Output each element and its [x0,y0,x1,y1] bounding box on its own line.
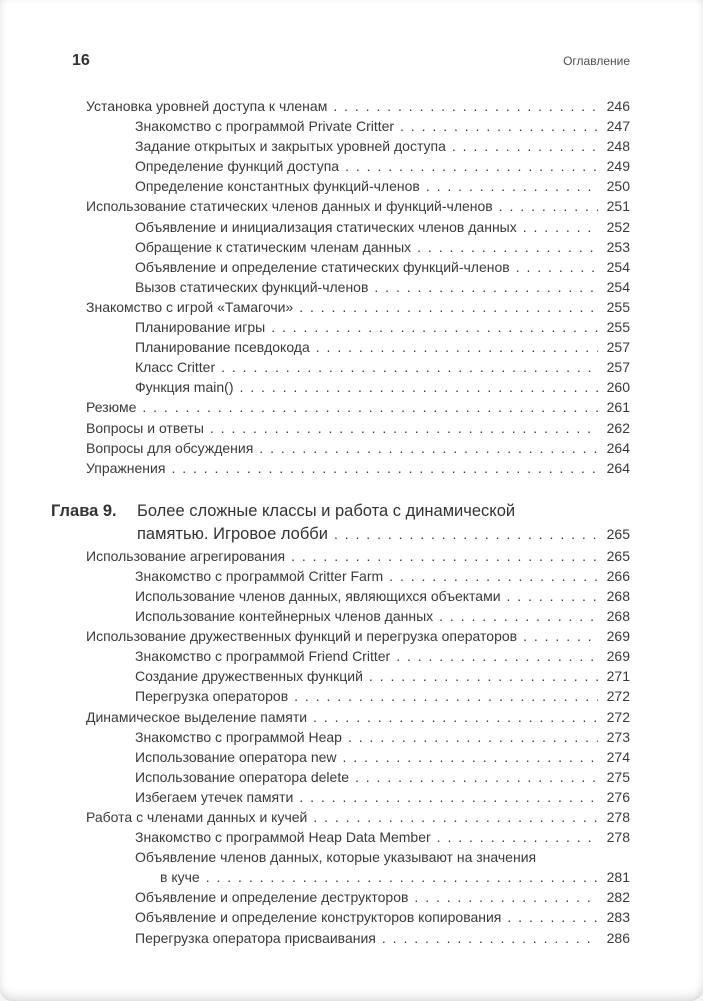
toc-entry-page: 252 [606,218,630,235]
toc-entry [51,887,630,907]
toc-entry-label: Упражнения [86,459,166,476]
toc-entry-page: 272 [606,708,630,725]
toc-dot-leader [313,707,598,727]
toc-entry-label: Установка уровней доступа к членам [86,98,328,114]
toc-entry-label: Объявление и инициализация статических членов данных [135,218,517,235]
toc-entry-page: 283 [606,909,630,926]
toc-entry-label: Определение функций доступа [135,158,340,175]
page-header [51,52,630,70]
toc-entry-label: Объявление и определение статических функций-членов [135,258,510,275]
toc-entry [51,707,630,727]
toc-entry [51,377,630,397]
toc-entry-label: Перегрузка операторов [135,688,289,705]
toc-entry [51,546,630,566]
toc-entry [51,646,630,666]
toc-entry-page: 248 [606,138,630,155]
toc-entry-page: 255 [606,319,630,336]
toc-entry-page: 276 [606,788,630,805]
toc-entry-page: 255 [606,298,630,315]
toc-entry [51,156,630,176]
toc-entry [51,566,630,586]
chapter-title-line2: памятью. Игровое лобби [137,524,328,543]
toc-dot-leader [221,357,598,377]
toc-dot-leader [369,666,598,686]
toc-entry-page: 249 [606,158,630,175]
toc-entry-page: 253 [606,238,630,255]
toc-entry [51,397,630,417]
toc-dot-leader [507,586,598,606]
running-head-title: Оглавление [563,54,630,68]
toc-entry-page: 274 [606,748,630,765]
toc-dot-leader [343,747,598,767]
toc-dot-leader [142,397,598,417]
toc-entry-label: Объявление и определение деструкторов [135,889,409,906]
toc-dot-leader [523,217,598,237]
toc-entry-page: 278 [606,829,630,846]
toc-dot-leader [171,458,598,478]
toc-dot-leader [437,827,598,847]
toc-dot-leader [414,887,598,907]
toc-entry-page: 281 [606,869,630,886]
toc-entry [51,176,630,196]
toc-entry [51,136,630,156]
toc-entry-label: Знакомство с программой Private Critter [135,118,395,135]
toc-entry-label: Определение константных функций-членов [135,178,420,195]
chapter-page-number: 265 [606,525,630,542]
toc-entry [51,586,630,606]
toc-entry-label: Вопросы для обсуждения [86,439,254,456]
toc-entry-page: 266 [606,567,630,584]
toc-entry [51,96,630,116]
toc-entry [51,458,630,478]
toc-entry [51,626,630,646]
toc-dot-leader [313,807,598,827]
toc-entry-page: 250 [606,178,630,195]
toc-dot-leader [417,237,598,257]
toc-entry-page: 264 [606,439,630,456]
toc-dot-leader [396,646,598,666]
toc-dot-leader [382,928,598,948]
toc-entry-label: Знакомство с программой Critter Farm [135,567,384,584]
toc-dot-leader [516,257,598,277]
toc-entry-page: 257 [606,359,630,376]
toc-entry-page: 264 [606,459,630,476]
toc-dot-leader [334,523,598,546]
toc-entry-label: Знакомство с программой Friend Critter [135,648,391,665]
toc-dot-leader [345,156,598,176]
toc-entry-label: Планирование игры [135,319,266,336]
toc-dot-leader [523,626,598,646]
toc-dot-leader [291,546,598,566]
toc-entry [51,747,630,767]
toc-dot-leader [426,176,598,196]
toc-entry [51,606,630,626]
toc-entry-page: 269 [606,648,630,665]
toc-dot-leader [374,277,598,297]
toc-entry-page: 251 [606,198,630,215]
chapter-number: Глава 9. [51,501,117,520]
toc-dot-leader [239,377,598,397]
toc-entry [51,277,630,297]
toc-entry-page: 257 [606,339,630,356]
toc-entry-label: Вопросы и ответы [86,419,204,436]
toc-entry-page: 262 [606,419,630,436]
toc-entry-label: Знакомство с программой Heap Data Member [135,829,431,846]
toc-entry-label: Класс Critter [135,359,216,376]
toc-entry-page: 246 [606,98,630,114]
toc-entry [51,847,630,867]
chapter-heading [51,500,630,546]
toc-entry [51,767,630,787]
toc-entry-page: 282 [606,889,630,906]
toc-entry [51,337,630,357]
toc-entry-label: Знакомство с игрой «Тамагочи» [86,298,294,315]
toc-entry-label: Работа с членами данных и кучей [86,809,308,825]
toc-entry-label: Использование оператора delete [135,768,349,785]
toc-dot-leader [294,686,598,706]
toc-entry [51,686,630,706]
toc-entry [51,116,630,136]
toc-list-top [51,96,630,478]
chapter-heading-line1 [51,500,630,523]
toc-dot-leader [271,317,598,337]
toc-entry [51,827,630,847]
toc-dot-leader [210,418,598,438]
toc-entry [51,666,630,686]
toc-entry-label: Резюме [86,399,137,416]
page-number: 16 [72,52,90,69]
toc-entry [51,317,630,337]
toc-entry-label: в куче [160,869,200,886]
toc-entry-label: Планирование псевдокода [135,339,310,356]
toc-entry-label: Обращение к статическим членам данных [135,238,412,255]
toc-entry-label: Использование оператора new [135,748,337,765]
toc-entry [51,418,630,438]
toc-entry-label: Использование контейнерных членов данных [135,608,434,625]
toc-entry-page: 271 [606,668,630,685]
toc-entry-page: 268 [606,608,630,625]
toc-dot-leader [507,907,598,927]
toc-entry [51,257,630,277]
toc-entry [51,907,630,927]
toc-dot-leader [389,566,598,586]
toc-entry-page: 268 [606,587,630,604]
toc-dot-leader [333,96,598,116]
toc-entry [51,438,630,458]
toc-entry-page: 269 [606,628,630,645]
toc-entry-label: Создание дружественных функций [135,668,363,685]
toc-entry-page: 247 [606,118,630,135]
toc-entry [51,928,630,948]
toc-entry-label: Избегаем утечек памяти [135,788,294,805]
toc-entry [51,297,630,317]
toc-entry-page: 273 [606,728,630,745]
toc-entry [51,237,630,257]
toc-entry [51,727,630,747]
toc-entry-label: Использование членов данных, являющихся объектами [135,587,501,604]
toc-entry-label: Вызов статических функций-членов [135,278,369,295]
toc-entry-label: Задание открытых и закрытых уровней доступа [135,138,446,155]
toc-entry-page: 260 [606,379,630,396]
toc-entry [51,867,630,887]
toc-dot-leader [439,606,598,626]
toc-entry-label: Динамическое выделение памяти [86,708,308,725]
toc-dot-leader [259,438,598,458]
toc-entry-page: 254 [606,278,630,295]
toc-dot-leader [206,867,598,887]
toc-entry-page: 278 [606,809,630,825]
toc-entry-page: 272 [606,688,630,705]
toc-dot-leader [355,767,598,787]
toc-entry-label: Использование агрегирования [86,547,286,564]
toc-entry-label: Объявление и определение конструкторов копирования [135,909,502,926]
toc-entry-label: Объявление членов данных, которые указывают на значения [135,849,537,866]
toc-entry-label: Использование статических членов данных и функций-членов [86,198,493,215]
toc-dot-leader [299,787,598,807]
toc-entry-page: 286 [606,929,630,946]
chapter-title-line1: Более сложные классы и работа с динамической [137,501,516,520]
toc-entry [51,196,630,216]
toc-entry-page: 254 [606,258,630,275]
toc-entry-label: Использование дружественных функций и перегрузка операторов [86,628,518,645]
toc-entry [51,787,630,807]
toc-entry-page: 265 [606,547,630,564]
toc-dot-leader [299,297,598,317]
toc-dot-leader [452,136,598,156]
toc-list-bottom [51,546,630,948]
toc-entry-label: Знакомство с программой Heap [135,728,342,745]
toc-entry [51,807,630,827]
chapter-heading-line2 [51,523,630,546]
toc-dot-leader [316,337,598,357]
toc-dot-leader [400,116,598,136]
toc-entry-label: Перегрузка оператора присваивания [135,929,376,946]
toc-dot-leader [348,727,598,747]
toc-entry [51,217,630,237]
toc-dot-leader [499,196,598,216]
toc-entry-page: 275 [606,768,630,785]
toc-entry-label: Функция main() [135,379,234,396]
toc-entry [51,357,630,377]
toc-entry-page: 261 [606,399,630,416]
